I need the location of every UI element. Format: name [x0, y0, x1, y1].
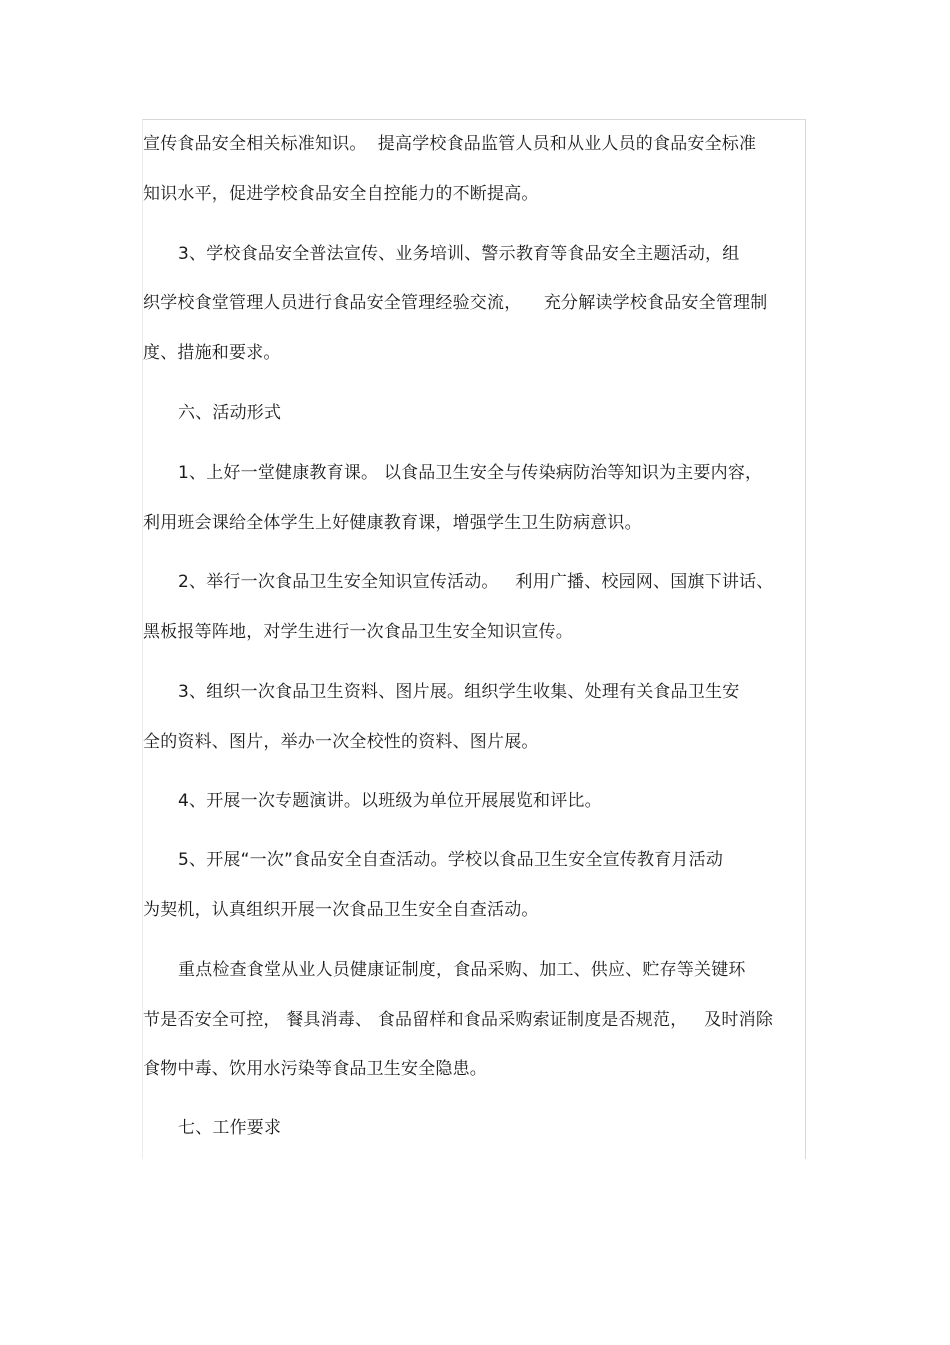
- section-heading: 六、活动形式: [178, 403, 282, 423]
- body-text-line: 2、举行一次食品卫生安全知识宣传活动。 利用广播、校园网、国旗下讲话、: [178, 572, 774, 592]
- body-text-line: 3、学校食品安全普法宣传、业务培训、警示教育等食品安全主题活动，组: [178, 244, 740, 264]
- body-text-line: 黑板报等阵地，对学生进行一次食品卫生安全知识宣传。: [143, 622, 573, 642]
- body-text-line: 4、开展一次专题演讲。以班级为单位开展展览和评比。: [178, 791, 602, 811]
- body-text-line: 度、措施和要求。: [143, 343, 281, 363]
- body-text-line: 全的资料、图片，举办一次全校性的资料、图片展。: [143, 732, 539, 752]
- body-text-line: 知识水平，促进学校食品安全自控能力的不断提高。: [143, 184, 539, 204]
- body-text-line: 节是否安全可控， 餐具消毒、 食品留样和食品采购索证制度是否规范， 及时消除: [143, 1010, 774, 1030]
- body-text-line: 织学校食堂管理人员进行食品安全管理经验交流， 充分解读学校食品安全管理制: [143, 293, 768, 313]
- section-heading: 七、工作要求: [178, 1118, 282, 1138]
- body-text-line: 食物中毒、饮用水污染等食品卫生安全隐患。: [143, 1059, 487, 1079]
- body-text-line: 宣传食品安全相关标准知识。 提高学校食品监管人员和从业人员的食品安全标准: [143, 134, 757, 154]
- body-text-line: 5、开展“一次”食品安全自查活动。学校以食品卫生安全宣传教育月活动: [178, 850, 724, 870]
- body-text-line: 利用班会课给全体学生上好健康教育课，增强学生卫生防病意识。: [143, 513, 642, 533]
- body-text-line: 为契机，认真组织开展一次食品卫生安全自查活动。: [143, 900, 539, 920]
- body-text-line: 1、上好一堂健康教育课。 以食品卫生安全与传染病防治等知识为主要内容，: [178, 463, 763, 483]
- body-text-line: 3、组织一次食品卫生资料、图片展。组织学生收集、处理有关食品卫生安: [178, 682, 740, 702]
- body-text-line: 重点检查食堂从业人员健康证制度，食品采购、加工、供应、贮存等关键环: [178, 960, 746, 980]
